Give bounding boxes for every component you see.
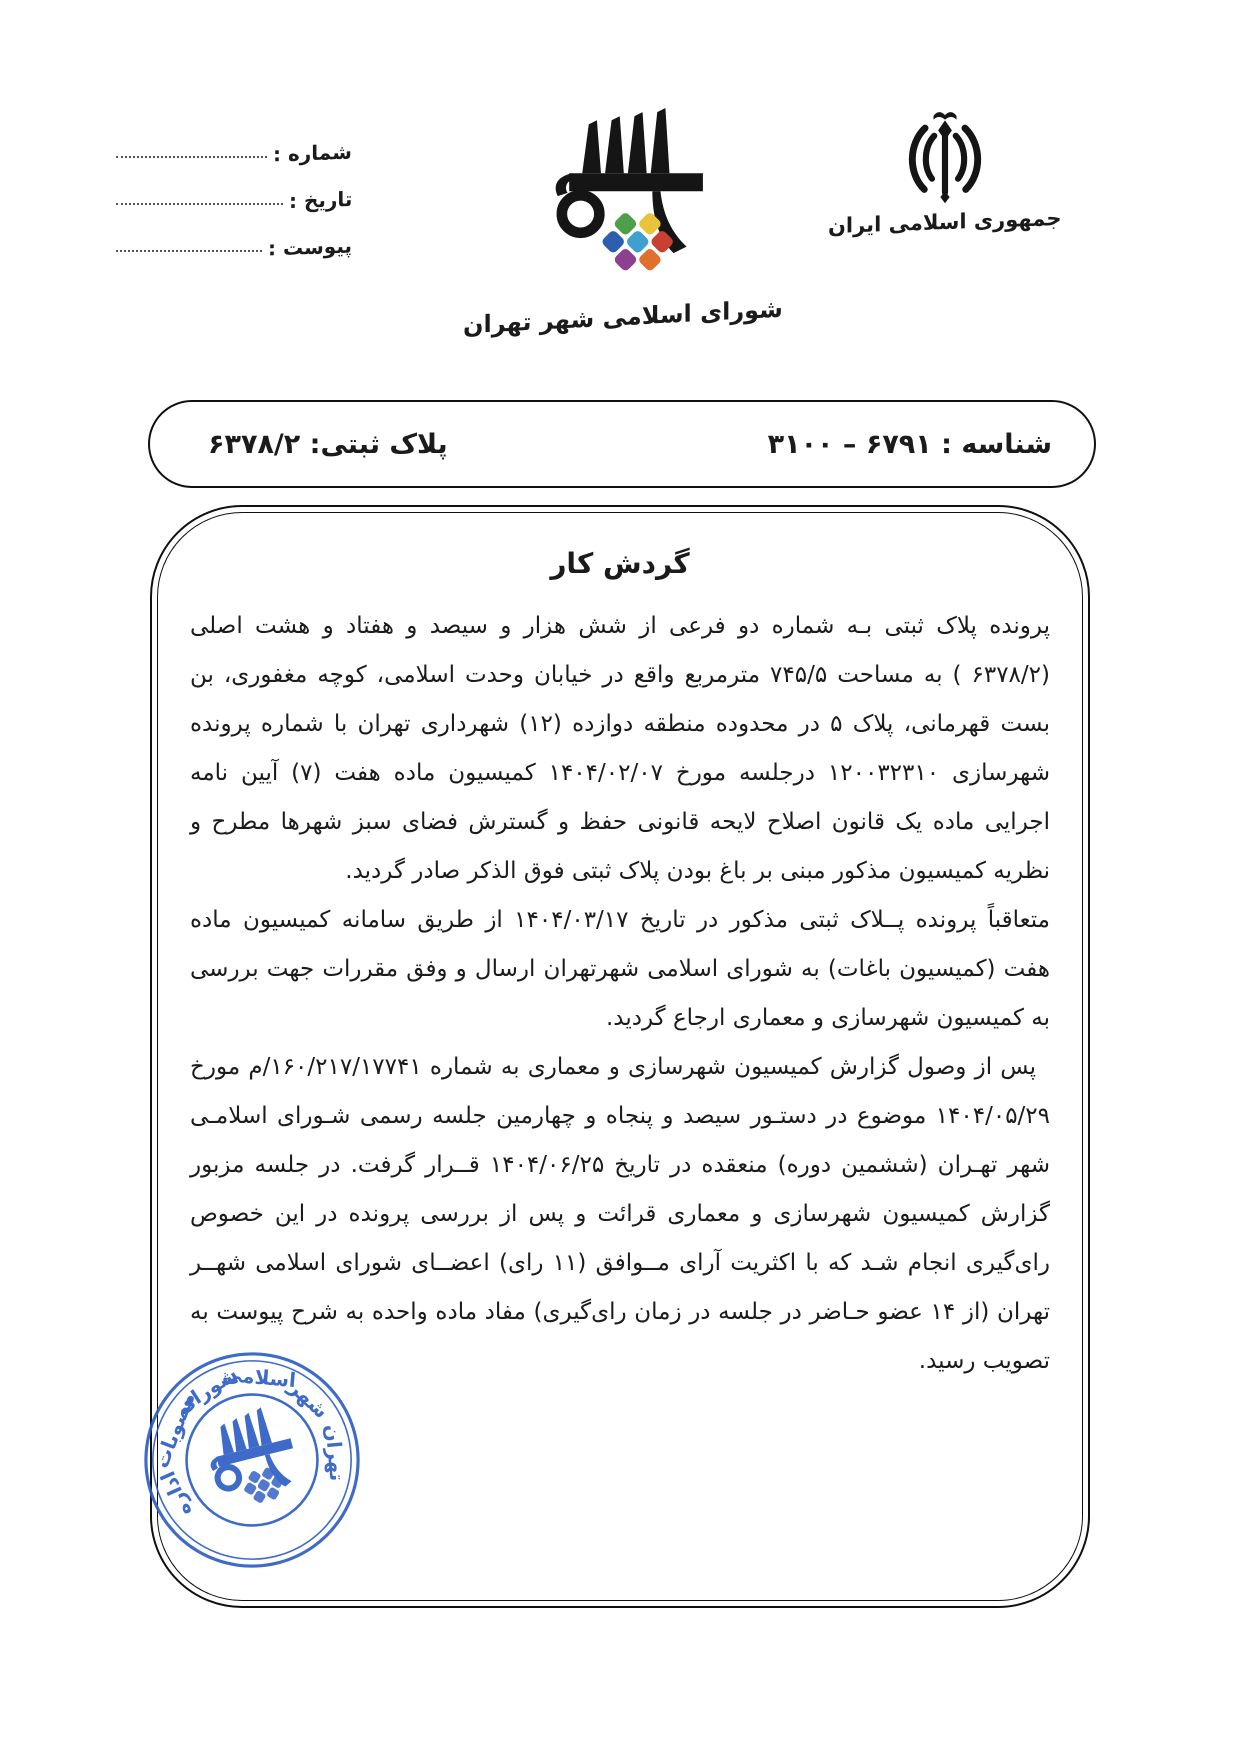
attachment-field-label: پیوست : bbox=[267, 233, 352, 261]
paragraph-referral: متعاقباً پرونده پــلاک ثبتی مذکور در تاریخ ۱۴۰۴/۰۳/۱۷ از طریق سامانه کمیسیون ماده هفت (کمیسیون باغات) به شورای اسلامی شهرتهران ارسال و وفق مقررات جهت بررسی به کمیسیون شهرسازی و معماری ارجاع گردید. bbox=[190, 907, 1051, 1031]
date-field-row bbox=[112, 165, 352, 212]
document-body bbox=[190, 602, 1050, 1386]
stamp-center-mark bbox=[200, 1402, 304, 1513]
paragraph-case-intro: پرونده پلاک ثبتی بـه شماره دو فرعی از شش هزار و سیصد و هفتاد و هشت اصلی (۶۳۷۸/۲ ) به مساحت ۷۴۵/۵ مترمربع واقع در خیابان وحدت اسلامی، کوچه مغفوری، بن بست قهرمانی، پلاک ۵ در محدوده منطقه دوازده (۱۲) شهرداری تهران با شماره پرونده شهرسازی ۱۲۰۰۳۲۳۱۰ درجلسه مورخ ۱۴۰۴/۰۲/۰۷ کمیسیون ماده هفت (۷) آیین نامه اجرایی ماده یک قانون اصلاح لایحه قانونی حفظ و گسترش فضای سبز شهرها مطرح و نظریه کمیسیون مذکور مبنی بر باغ بودن پلاک ثبتی فوق الذکر صادر گردید. bbox=[190, 613, 1050, 884]
stamp-ring-word: شهر bbox=[284, 1375, 333, 1424]
iran-emblem-icon bbox=[899, 108, 991, 208]
paragraph-approval: پس از وصول گزارش کمیسیون شهرسازی و معماری به شماره ۱۶۰/۲۱۷/۱۷۷۴۱/م مورخ ۱۴۰۴/۰۵/۲۹ موضوع در دستـور سیصد و پنجاه و چهارمین جلسه رسمی شـورای اسلامـی شهر تهـران (ششمین دوره) منعقده در تاریخ ۱۴۰۴/۰۶/۲۵ قــرار گرفت. در جلسه مزبور گزارش کمیسیون شهرسازی و معماری قرائت و پس از بررسی پرونده در این خصوص رای‌گیری انجام شـد که با اکثریت آرای مــوافق (۱۱ رای) اعضــای شورای اسلامی شهــر تهران (از ۱۴ عضو حـاضر در جلسه در زمان رای‌گیری) مفاد ماده واحده به شرح پیوست به تصویب رسید. bbox=[190, 1054, 1050, 1374]
id-band bbox=[148, 400, 1096, 488]
council-logo-caption: شورای اسلامی شهر تهران bbox=[463, 294, 783, 340]
council-logo-icon bbox=[525, 95, 721, 307]
stamp-ring-word: اداره bbox=[156, 1467, 197, 1520]
stamp-ring-word: مصوبات bbox=[149, 1389, 200, 1472]
date-field-label: تاریخ : bbox=[288, 186, 352, 214]
stamp-ring-word: شورای bbox=[171, 1362, 242, 1419]
number-field-row bbox=[112, 118, 352, 165]
national-emblem-block bbox=[828, 108, 1062, 239]
identifier-label: شناسه : ۶۷۹۱ – ۳۱۰۰ bbox=[767, 428, 1052, 460]
attachment-field-row bbox=[112, 212, 352, 259]
dotted-line bbox=[116, 238, 262, 252]
dotted-line bbox=[116, 191, 283, 205]
reference-fields bbox=[112, 118, 352, 259]
national-emblem-caption: جمهوری اسلامی ایران bbox=[828, 205, 1062, 239]
number-field-label: شماره : bbox=[273, 139, 352, 167]
dotted-line bbox=[116, 144, 267, 158]
registration-plate-label: پلاک ثبتی: ۶۳۷۸/۲ bbox=[208, 428, 448, 460]
document-title: گردش کار bbox=[550, 547, 690, 580]
stamp-ring-word: تهران bbox=[320, 1423, 349, 1482]
council-logo-block bbox=[463, 95, 783, 340]
stamp-ring-word: اسلامی bbox=[221, 1362, 297, 1393]
